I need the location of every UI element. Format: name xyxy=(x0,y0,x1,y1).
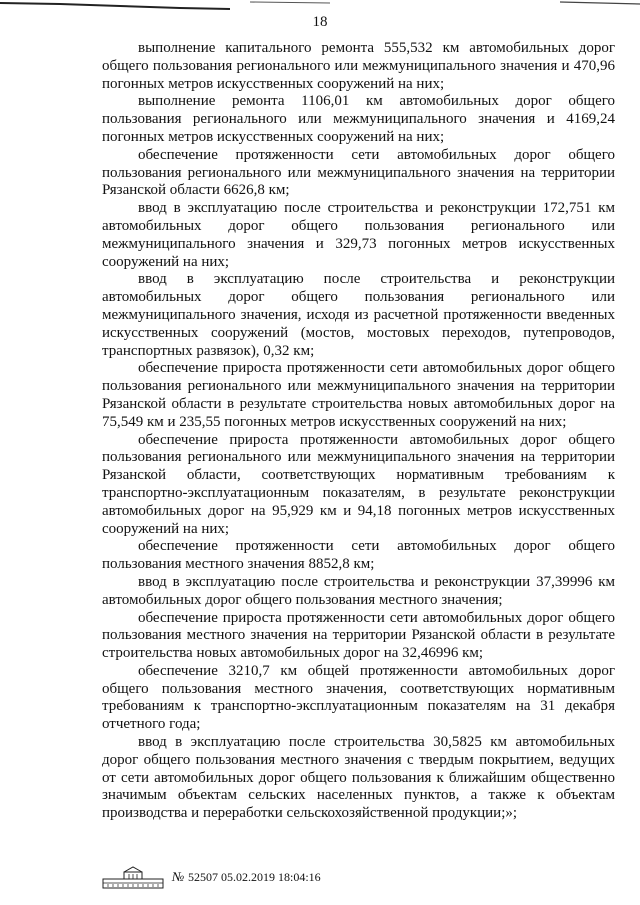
footer-registration xyxy=(102,866,402,892)
paragraph: обеспечение 3210,7 км общей протяженности автомобильных дорог общего пользования местного значения, соответствующих нормативным требованиям к транспортно-эксплуатационным показателям на 31 декабря отчетного года; xyxy=(102,662,615,733)
paragraph: ввод в эксплуатацию после строительства 30,5825 км автомобильных дорог общего пользования местного значения с твердым покрытием, ведущих от сети автомобильных дорог общего пользования к ближайшим общественно значимым объектам сельских населенных пунктов, а также к объектам производства и переработки сельскохозяйственной продукции;»; xyxy=(102,734,615,822)
number-sign: № xyxy=(172,869,185,884)
paragraph: выполнение ремонта 1106,01 км автомобильных дорог общего пользования регионального или межмуниципального значения и 4169,24 погонных метров искусственных сооружений на них; xyxy=(102,93,615,145)
page-number: 18 xyxy=(312,14,328,30)
paragraph: ввод в эксплуатацию после строительства и реконструкции 172,751 км автомобильных дорог общего пользования регионального или межмуниципального значения и 329,73 погонных метров искусственных сооружений на них; xyxy=(102,200,615,270)
paragraph: обеспечение прироста протяженности сети автомобильных дорог общего пользования местного значения на территории Рязанской области в результате строительства новых автомобильных дорог на 32,46996 км; xyxy=(102,609,615,662)
registration-stamp: 52507 05.02.2019 18:04:16 xyxy=(188,870,321,884)
paragraph: обеспечение прироста протяженности сети автомобильных дорог общего пользования регионального или межмуниципального значения на территории Рязанской области в результате строительства новых автомобильных дорог на 75,549 км и 235,55 погонных метров искусственных сооружений на них; xyxy=(102,360,615,430)
paragraph: обеспечение прироста протяженности автомобильных дорог общего пользования регионального или межмуниципального значения на территории Рязанской области, соответствующих нормативным требованиям к транспортно-эксплуатационным показателям, в результате реконструкции автомобильных дорог на 95,929 км и 94,18 погонных метров искусственных сооружений на них; xyxy=(102,431,615,537)
paragraph: обеспечение протяженности сети автомобильных дорог общего пользования регионального или межмуниципального значения на территории Рязанской области 6626,8 км; xyxy=(102,146,615,199)
paragraph: ввод в эксплуатацию после строительства и реконструкции автомобильных дорог общего пользования регионального или межмуниципального значения, исходя из расчетной протяженности введенных искусственных сооружений (мостов, мостовых переходов, путепроводов, транспортных развязок), 0,32 км; xyxy=(102,271,615,359)
paragraph: выполнение капитального ремонта 555,532 км автомобильных дорог общего пользования регионального или межмуниципального значения и 470,96 погонных метров искусственных сооружений на них; xyxy=(102,40,615,92)
paragraph: ввод в эксплуатацию после строительства и реконструкции 37,39996 км автомобильных дорог общего пользования местного значения; xyxy=(102,573,615,608)
scan-edge-artifact xyxy=(0,0,640,14)
printing-house-logo-icon xyxy=(102,866,164,890)
paragraph: обеспечение протяженности сети автомобильных дорог общего пользования местного значения 8852,8 км; xyxy=(102,538,615,573)
document-body xyxy=(102,40,615,823)
